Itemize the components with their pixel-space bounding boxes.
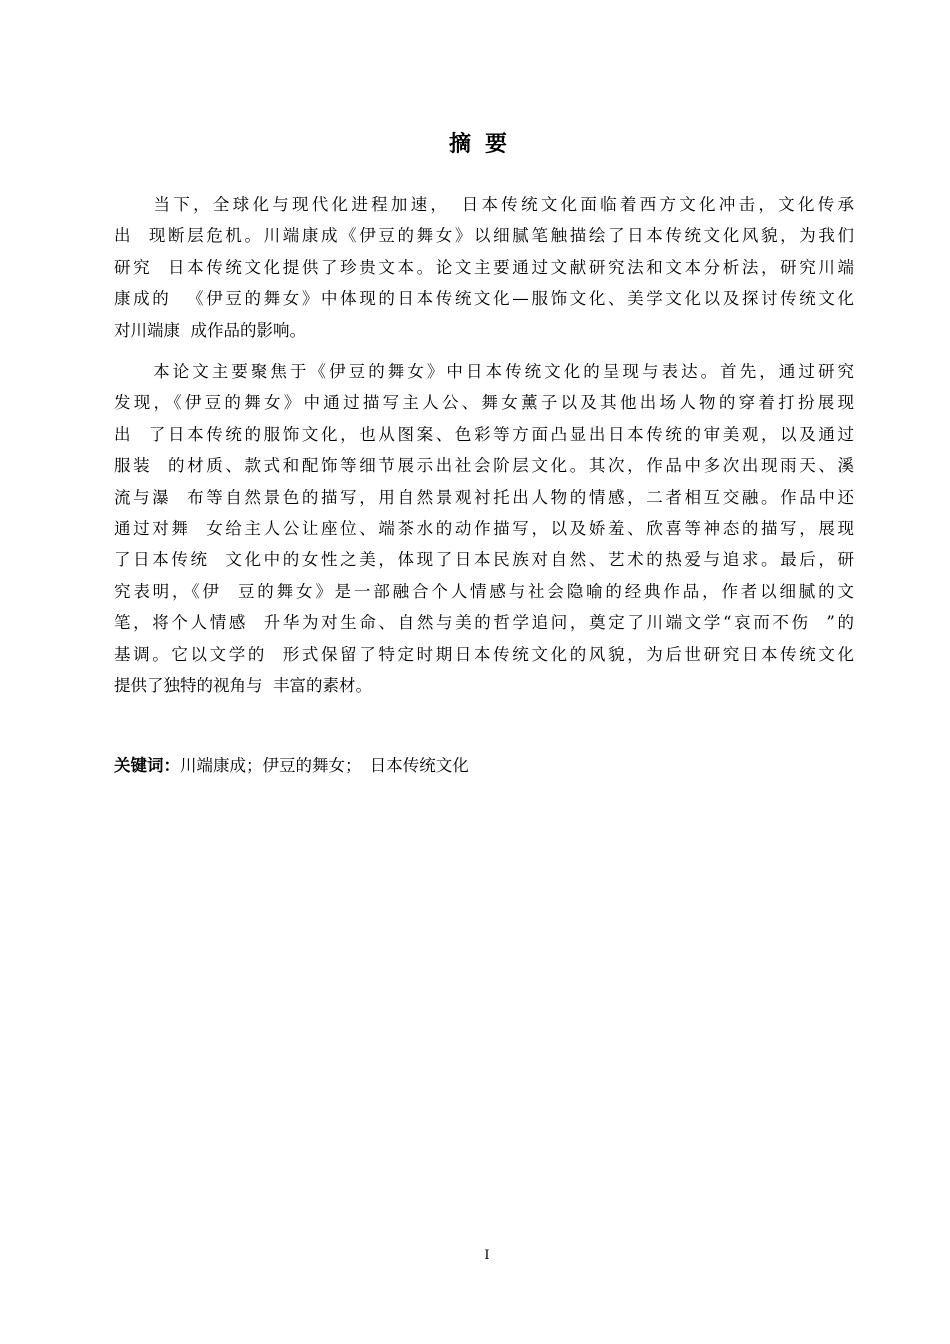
paragraph-line: 流与瀑 布等自然景色的描写，用自然景观衬托出人物的情感，二者相互交融。作品中还 (114, 487, 854, 507)
paragraph-line: 笔，将个人情感 升华为对生命、自然与美的哲学追问，奠定了川端文学“哀而不伤 ”的 (114, 613, 854, 633)
page-number: I (484, 1248, 490, 1263)
abstract-paragraph-1 (114, 189, 854, 346)
paragraph-line: 当下，全球化与现代化进程加速， 日本传统文化面临着西方文化冲击，文化传承 (114, 195, 854, 214)
paragraph-line: 对川端康 成作品的影响。 (114, 320, 306, 340)
keywords-value: 川端康成；伊豆的舞女； 日本传统文化 (180, 756, 469, 775)
keywords (114, 752, 469, 776)
title-char-2: 要 (485, 132, 512, 157)
title-char-1: 摘 (448, 132, 475, 157)
paragraph-line: 出 了日本传统的服饰文化，也从图案、色彩等方面凸显出日本传统的审美观，以及通过 (114, 424, 854, 444)
page-title (0, 127, 950, 158)
paragraph-line: 基调。它以文学的 形式保留了特定时期日本传统文化的风貌，为后世研究日本传统文化 (114, 644, 854, 664)
paragraph-line: 发现，《伊豆的舞女》中通过描写主人公、舞女薰子以及其他出场人物的穿着打扮展现 (114, 393, 854, 413)
paragraph-line: 康成的 《伊豆的舞女》中体现的日本传统文化—服饰文化、美学文化以及探讨传统文化 (114, 289, 854, 309)
abstract-paragraph-2 (114, 356, 854, 701)
keywords-label: 关键词： (114, 756, 180, 775)
paragraph-line: 提供了独特的视角与 丰富的素材。 (114, 675, 372, 695)
paragraph-line: 究表明，《伊 豆的舞女》是一部融合个人情感与社会隐喻的经典作品，作者以细腻的文 (114, 581, 854, 601)
paragraph-line: 本论文主要聚焦于《伊豆的舞女》中日本传统文化的呈现与表达。首先，通过研究 (114, 362, 854, 381)
paragraph-line: 服装 的材质、款式和配饰等细节展示出社会阶层文化。其次，作品中多次出现雨天、溪 (114, 456, 854, 476)
paragraph-line: 了日本传统 文化中的女性之美，体现了日本民族对自然、艺术的热爱与追求。最后，研 (114, 550, 854, 570)
paragraph-line: 通过对舞 女给主人公让座位、端茶水的动作描写，以及娇羞、欣喜等神态的描写，展现 (114, 518, 854, 538)
paragraph-line: 出 现断层危机。川端康成《伊豆的舞女》以细腻笔触描绘了日本传统文化风貌，为我们 (114, 226, 854, 246)
paragraph-line: 研究 日本传统文化提供了珍贵文本。论文主要通过文献研究法和文本分析法，研究川端 (114, 257, 854, 277)
